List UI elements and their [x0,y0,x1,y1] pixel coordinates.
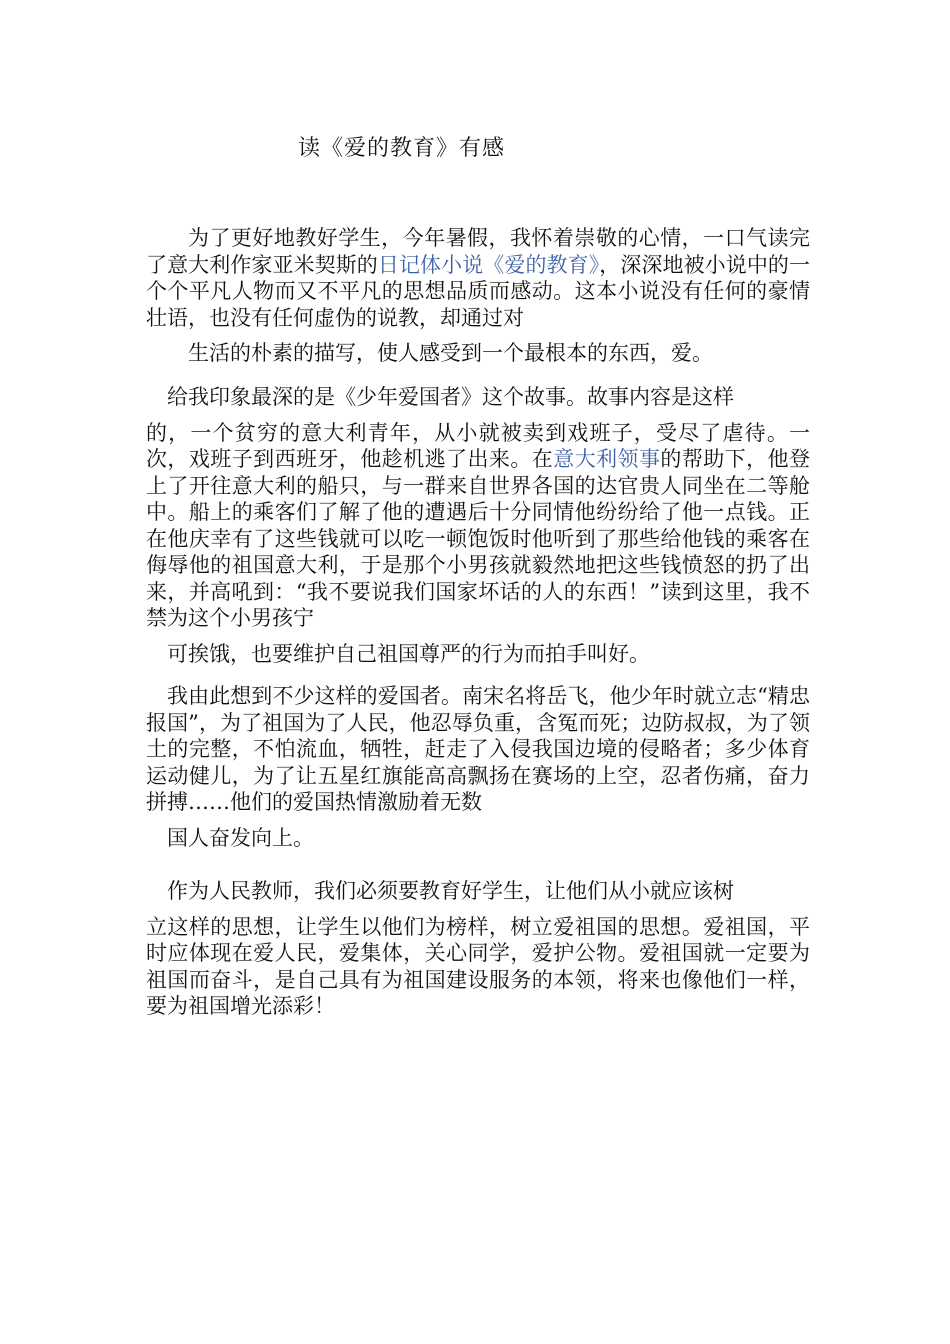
paragraph-2 [146,384,810,667]
paragraph-2-text-b: 的帮助下，他登上了开往意大利的船只，与一群来自世界各国的达官贵人同坐在二等舱中。船上的乘客们了解了他的遭遇后十分同情他纷纷给了他一点钱。正在他庆幸有了这些钱就可以吃一顿饱饭时他听到了那些给他钱的乘客在侮辱他的祖国意大利，于是那个小男孩就毅然地把这些钱愤怒的扔了出来，并高吼到：“我不要说我们国家坏话的人的东西！”读到这里，我不禁为这个小男孩宁 [146,447,811,630]
paragraph-3 [146,683,810,851]
paragraph-3-last-line: 国人奋发向上。 [167,825,314,850]
document-title: 读《爱的教育》有感 [298,136,506,161]
paragraph-1 [146,225,810,367]
paragraph-1-text-b: ，深深地被小说中的一个个平凡人物而又不平凡的思想品质而感动。这本小说没有任何的豪情壮语，也没有任何虚伪的说教，却通过对 [146,252,811,330]
paragraph-1-text-a: 为了更好地教好学生，今年暑假，我怀着崇敬的心情，一口气读完了意大利作家亚米契斯的 [146,226,810,277]
paragraph-4-first-line: 作为人民教师，我们必须要教育好学生，让他们从小就应该树 [167,879,734,903]
paragraph-2-last-line: 可挨饿，也要维护自己祖国尊严的行为而拍手叫好。 [167,641,650,666]
paragraph-4 [146,878,810,1020]
paragraph-1-last-line: 生活的朴素的描写，使人感受到一个最根本的东西，爱。 [188,341,713,365]
link-diary-novel[interactable]: 日记体小说《爱的教育》 [377,252,600,277]
paragraph-2-first-line: 给我印象最深的是《少年爱国者》这个故事。故事内容是这样 [167,385,734,409]
link-italian-consul[interactable]: 意大利领事 [553,447,661,471]
paragraph-4-text-a: 立这样的思想，让学生以他们为榜样，树立爱祖国的思想。爱祖国，平时应体现在爱人民，爱集体，关心同学，爱护公物。爱祖国就一定要为祖国而奋斗，是自己具有为祖国建设服务的本领，将来也像他们一样，要为祖国增光添彩！ [146,914,810,1018]
paragraph-2-text-a: 的，一个贫穷的意大利青年，从小就被卖到戏班子，受尽了虐待。一次，戏班子到西班牙，他趁机逃了出来。在 [146,420,810,471]
paragraph-3-text-a: 我由此想到不少这样的爱国者。南宋名将岳飞，他少年时就立志“精忠报国”，为了祖国为了人民，他忍辱负重，含冤而死；边防叔叔，为了领土的完整，不怕流血，牺牲，赶走了入侵我国边境的侵略者；多少体育运动健儿，为了让五星红旗能高高飘扬在赛场的上空，忍者伤痛，奋力拼搏……他们的爱国热情激励着无数 [146,684,810,814]
